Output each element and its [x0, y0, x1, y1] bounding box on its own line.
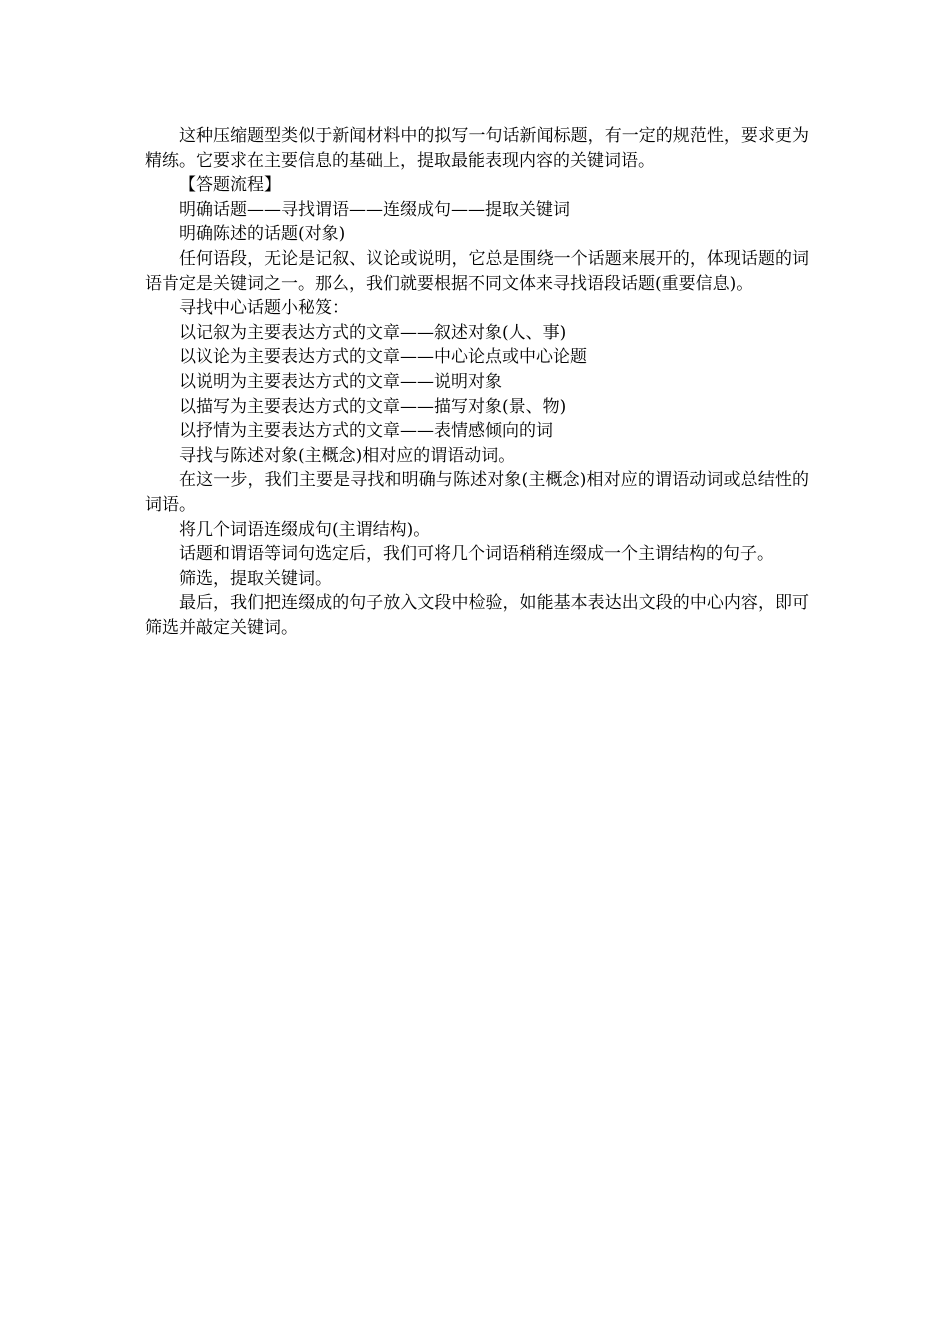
document-body	[145, 124, 809, 640]
tip-item-expository: 以说明为主要表达方式的文章——说明对象	[179, 371, 502, 392]
paragraph-keywords-explanation: 最后，我们把连缀成的句子放入文段中检验，如能基本表达出文段的中心内容，即可筛选并敲定关键词。	[145, 593, 809, 638]
step-heading-sentence: 将几个词语连缀成句(主谓结构)。	[179, 519, 431, 540]
paragraph-intro: 这种压缩题型类似于新闻材料中的拟写一句话新闻标题，有一定的规范性，要求更为精练。它要求在主要信息的基础上，提取最能表现内容的关键词语。	[145, 126, 809, 171]
tip-item-narrative: 以记叙为主要表达方式的文章——叙述对象(人、事)	[179, 322, 567, 343]
section-heading-answer-process: 【答题流程】	[179, 175, 281, 196]
paragraph-process-steps: 明确话题——寻找谓语——连缀成句——提取关键词	[179, 199, 570, 220]
paragraph-sentence-explanation: 话题和谓语等词句选定后，我们可将几个词语稍稍连缀成一个主谓结构的句子。	[179, 544, 774, 565]
paragraph-topic-explanation: 任何语段，无论是记叙、议论或说明，它总是围绕一个话题来展开的，体现话题的词语肯定是关键词之一。那么，我们就要根据不同文体来寻找语段话题(重要信息)。	[145, 248, 809, 294]
tip-item-descriptive: 以描写为主要表达方式的文章——描写对象(景、物)	[179, 396, 567, 417]
step-heading-keywords: 筛选，提取关键词。	[179, 568, 332, 589]
step-heading-predicate: 寻找与陈述对象(主概念)相对应的谓语动词。	[179, 445, 516, 466]
paragraph-predicate-explanation: 在这一步，我们主要是寻找和明确与陈述对象(主概念)相对应的谓语动词或总结性的词语。	[145, 470, 809, 515]
step-heading-topic: 明确陈述的话题(对象)	[179, 224, 346, 245]
tip-item-lyrical: 以抒情为主要表达方式的文章——表情感倾向的词	[179, 421, 553, 442]
tips-heading: 寻找中心话题小秘笈：	[179, 298, 349, 319]
tip-item-argumentative: 以议论为主要表达方式的文章——中心论点或中心论题	[179, 347, 587, 368]
